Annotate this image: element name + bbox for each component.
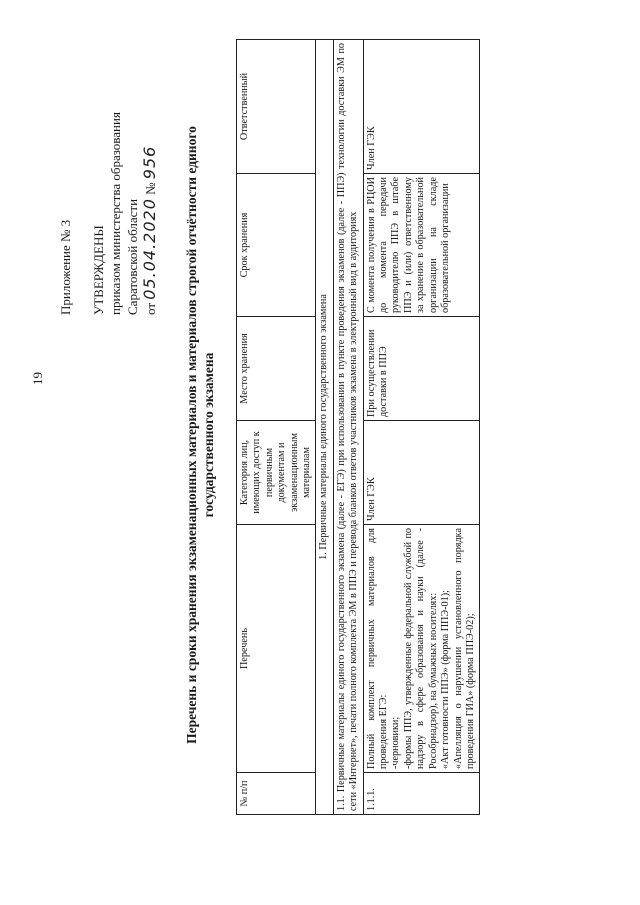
approval-line-2: Саратовской области bbox=[125, 198, 140, 315]
materials-table bbox=[236, 39, 480, 815]
row-place: При осуществлении доставки в ППЭ bbox=[363, 317, 480, 421]
approval-date-line bbox=[141, 15, 159, 315]
row-access: Член ГЭК bbox=[363, 421, 480, 525]
row-number: 1.1.1. bbox=[363, 773, 480, 815]
table-header-row bbox=[237, 40, 316, 815]
number-prefix: № bbox=[143, 182, 158, 195]
approval-block bbox=[90, 15, 159, 315]
table-row bbox=[363, 40, 480, 815]
header-list: Перечень bbox=[237, 525, 316, 773]
header-access: Категория лиц, имеющих доступ к первичным документам и экзаменационным материалам bbox=[237, 421, 316, 525]
handwritten-number: 956 bbox=[140, 145, 159, 180]
section-row bbox=[316, 40, 333, 815]
row-responsible: Член ГЭК bbox=[363, 40, 480, 174]
subsection-row bbox=[333, 40, 363, 815]
approval-heading: УТВЕРЖДЕНЫ bbox=[91, 225, 106, 315]
page-number: 19 bbox=[30, 372, 45, 385]
header-term: Срок хранения bbox=[237, 174, 316, 317]
document-title: Перечень и сроки хранения экзаменационных материалов и материалов строгой отчётности единого государственного экзамена bbox=[184, 126, 216, 744]
subsection-title: 1.1. Первичные материалы единого государственного экзамена (далее - ЕГЭ) при использовании в пункте проведения экзаменов (далее - ППЭ) технологии доставки ЭМ по сети «Интернет», печати полного комплекта ЭМ в ППЭ и перевода бланков ответов участников экзамена в электронный вид в аудиториях bbox=[333, 40, 363, 815]
appendix-label: Приложение № 3 bbox=[58, 219, 73, 315]
approval-line-1: приказом министерства образования bbox=[108, 112, 123, 315]
date-prefix: от bbox=[143, 302, 158, 315]
handwritten-date: 05.04.2020 bbox=[140, 198, 159, 300]
header-responsible: Ответственный bbox=[237, 40, 316, 174]
section-title: 1. Первичные материалы единого государственного экзамена bbox=[316, 40, 333, 815]
row-list: Полный комплект первичных материалов для проведения ЕГЭ: -черновики; -формы ППЭ, утвержденные федеральной службой по надзору в сфере образования и науки (далее - Рособрнадзор), на бумажных носителях: «Акт готовности ППЭ» (форма ППЭ-01); «Апелляция о нарушении установленного порядка проведения ГИА» (форма ППЭ-02); bbox=[363, 525, 480, 773]
header-number: № п/п bbox=[237, 773, 316, 815]
row-term: С момента получения в РЦОИ до момента передачи руководителю ППЭ в штабе ППЭ и (или) ответственному за хранение в образовательной организации на складе образовательной организации bbox=[363, 174, 480, 317]
header-place: Место хранения bbox=[237, 317, 316, 421]
